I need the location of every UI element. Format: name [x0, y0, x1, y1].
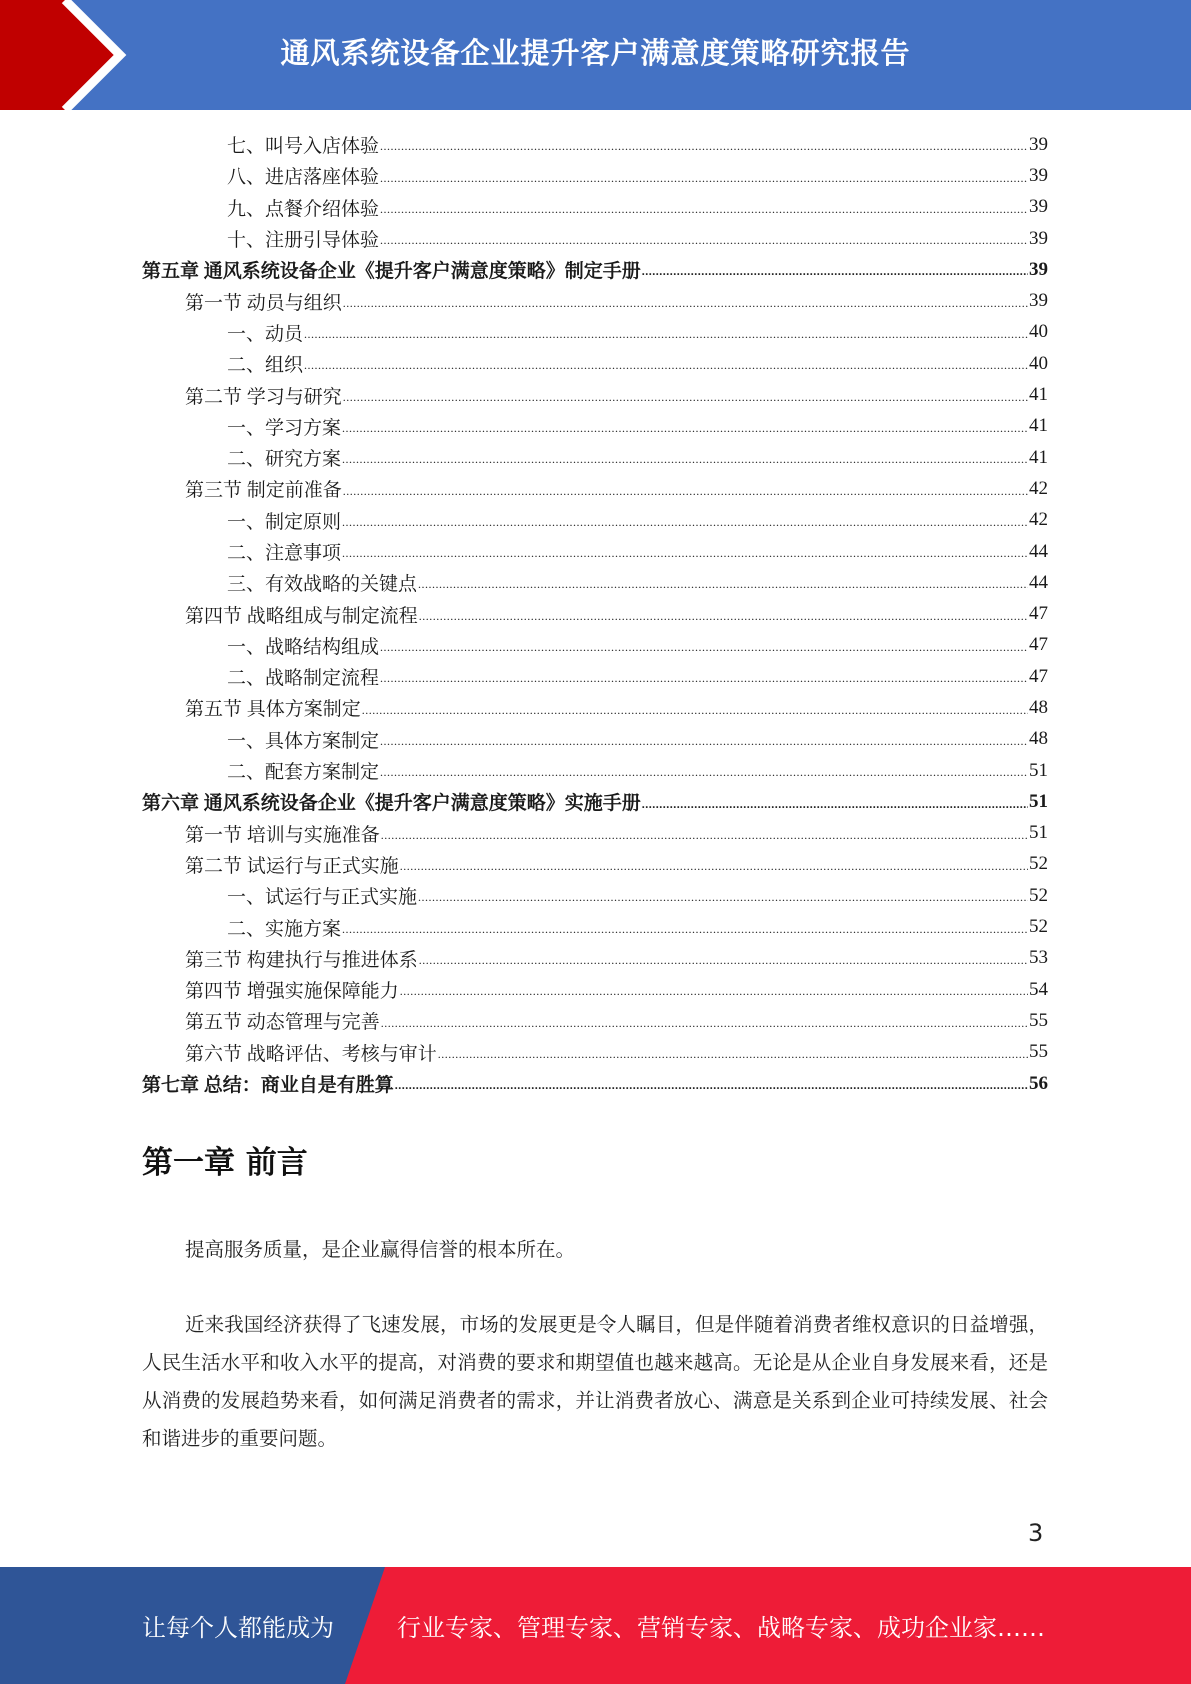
toc-page-number: 47 [1029, 634, 1048, 656]
toc-dot-leader [419, 608, 1028, 622]
toc-page-number: 53 [1029, 947, 1048, 969]
toc-entry-title: 第五章 通风系统设备企业《提升客户满意度策略》制定手册 [142, 261, 641, 283]
toc-dot-leader [642, 263, 1028, 277]
toc-page-number: 41 [1029, 384, 1048, 406]
toc-entry-title: 三、有效战略的关键点 [227, 574, 418, 596]
toc-dot-leader [304, 357, 1028, 371]
toc-dot-leader [380, 733, 1028, 747]
toc-page-number: 51 [1029, 822, 1048, 844]
toc-entry-title: 二、注意事项 [227, 543, 342, 564]
toc-dot-leader [343, 295, 1028, 309]
toc-entry-title: 第一节 动员与组织 [185, 292, 342, 314]
toc-page-number: 51 [1029, 790, 1048, 812]
toc-section-entry[interactable] [142, 473, 1048, 504]
toc-subsection-entry[interactable] [142, 880, 1048, 911]
toc-dot-leader [381, 1015, 1028, 1029]
toc-section-entry[interactable] [142, 379, 1048, 410]
toc-entry-title: 九、点餐介绍体验 [227, 198, 380, 220]
toc-page-number: 44 [1029, 571, 1048, 593]
toc-entry-title: 第六章 通风系统设备企业《提升客户满意度策略》实施手册 [142, 793, 641, 815]
toc-dot-leader [343, 389, 1028, 403]
toc-entry-title: 十、注册引导体验 [227, 230, 380, 252]
toc-page-number: 44 [1029, 540, 1048, 562]
toc-entry-title: 二、组织 [227, 355, 304, 377]
toc-page-number: 48 [1029, 728, 1048, 750]
toc-dot-leader [380, 639, 1028, 653]
toc-page-number: 39 [1029, 164, 1048, 186]
toc-page-number: 42 [1029, 477, 1048, 499]
toc-page-number: 52 [1029, 853, 1048, 875]
page-header [0, 0, 1191, 110]
toc-dot-leader [342, 545, 1028, 559]
toc-dot-leader [380, 201, 1028, 215]
toc-dot-leader [380, 232, 1028, 246]
toc-dot-leader [380, 138, 1028, 152]
toc-dot-leader [380, 170, 1028, 184]
toc-subsection-entry[interactable] [142, 442, 1048, 473]
toc-subsection-entry[interactable] [142, 160, 1048, 191]
page-footer [0, 1567, 1191, 1684]
toc-dot-leader [400, 983, 1028, 997]
toc-dot-leader [342, 451, 1028, 465]
chapter-heading: 第一章 前言 [142, 1145, 308, 1181]
toc-subsection-entry[interactable] [142, 911, 1048, 942]
toc-entry-title: 二、实施方案 [227, 918, 342, 940]
toc-chapter-entry[interactable] [142, 1068, 1048, 1099]
toc-entry-title: 七、叫号入店体验 [227, 136, 380, 158]
toc-entry-title: 第五节 动态管理与完善 [185, 1012, 380, 1034]
toc-subsection-entry[interactable] [142, 755, 1048, 786]
toc-dot-leader [342, 420, 1028, 434]
toc-page-number: 39 [1029, 196, 1048, 218]
toc-page-number: 51 [1029, 759, 1048, 781]
toc-entry-title: 第七章 总结：商业自是有胜算 [142, 1075, 394, 1097]
toc-section-entry[interactable] [142, 1005, 1048, 1036]
toc-page-number: 47 [1029, 603, 1048, 625]
toc-dot-leader [343, 483, 1028, 497]
toc-dot-leader [400, 858, 1028, 872]
toc-dot-leader [438, 1046, 1028, 1060]
toc-subsection-entry[interactable] [142, 505, 1048, 536]
toc-page-number: 55 [1029, 1041, 1048, 1063]
toc-dot-leader [342, 921, 1028, 935]
toc-dot-leader [380, 764, 1028, 778]
toc-section-entry[interactable] [142, 818, 1048, 849]
toc-page-number: 52 [1029, 916, 1048, 938]
toc-page-number: 39 [1029, 290, 1048, 312]
toc-dot-leader [342, 514, 1028, 528]
toc-entry-title: 二、研究方案 [227, 449, 342, 471]
toc-chapter-entry[interactable] [142, 254, 1048, 285]
toc-dot-leader [362, 702, 1028, 716]
toc-section-entry[interactable] [142, 943, 1048, 974]
toc-entry-title: 第三节 构建执行与推进体系 [185, 949, 418, 971]
toc-subsection-entry[interactable] [142, 536, 1048, 567]
toc-section-entry[interactable] [142, 849, 1048, 880]
toc-section-entry[interactable] [142, 1037, 1048, 1068]
toc-page-number: 40 [1029, 321, 1048, 343]
toc-page-number: 48 [1029, 696, 1048, 718]
toc-entry-title: 二、配套方案制定 [227, 762, 380, 784]
toc-page-number: 54 [1029, 978, 1048, 1000]
toc-subsection-entry[interactable] [142, 192, 1048, 223]
toc-page-number: 47 [1029, 665, 1048, 687]
toc-entry-title: 八、进店落座体验 [227, 167, 380, 189]
toc-page-number: 56 [1029, 1072, 1048, 1094]
toc-subsection-entry[interactable] [142, 317, 1048, 348]
toc-entry-title: 一、试运行与正式实施 [227, 887, 418, 909]
toc-dot-leader [642, 796, 1028, 810]
toc-entry-title: 二、战略制定流程 [227, 668, 380, 690]
toc-entry-title: 一、战略结构组成 [227, 636, 380, 658]
toc-subsection-entry[interactable] [142, 724, 1048, 755]
toc-subsection-entry[interactable] [142, 567, 1048, 598]
toc-subsection-entry[interactable] [142, 661, 1048, 692]
toc-dot-leader [395, 1077, 1028, 1091]
toc-entry-title: 第六节 战略评估、考核与审计 [185, 1043, 437, 1065]
toc-dot-leader [381, 827, 1028, 841]
report-title: 通风系统设备企业提升客户满意度策略研究报告 [280, 36, 911, 70]
body-paragraph: 提高服务质量，是企业赢得信誉的根本所在。 [185, 1240, 576, 1261]
toc-entry-title: 一、具体方案制定 [227, 730, 380, 752]
page-number: 3 [1028, 1519, 1044, 1547]
toc-subsection-entry[interactable] [142, 129, 1048, 160]
body-paragraph: 近来我国经济获得了飞速发展，市场的发展更是令人瞩目，但是伴随着消费者维权意识的日益增强，人民生活水平和收入水平的提高，对消费的要求和期望值也越来越高。无论是从企业自身发展来看，还是从消费的发展趋势来看，如何满足消费者的需求，并让消费者放心、满意是关系到企业可持续发展、社会和谐进步的重要问题。 [142, 1315, 1048, 1450]
toc-page-number: 39 [1029, 227, 1048, 249]
toc-dot-leader [418, 889, 1028, 903]
toc-entry-title: 第五节 具体方案制定 [185, 699, 361, 721]
toc-section-entry[interactable] [142, 285, 1048, 316]
toc-entry-title: 一、制定原则 [227, 511, 342, 533]
toc-page-number: 55 [1029, 1009, 1048, 1031]
toc-page-number: 40 [1029, 352, 1048, 374]
table-of-contents [142, 129, 1048, 1099]
toc-entry-title: 一、动员 [227, 323, 304, 345]
toc-page-number: 41 [1029, 446, 1048, 468]
footer-slogan-left: 让每个人都能成为 [142, 1614, 334, 1642]
toc-dot-leader [419, 952, 1028, 966]
toc-dot-leader [418, 576, 1028, 590]
toc-subsection-entry[interactable] [142, 223, 1048, 254]
toc-entry-title: 第四节 战略组成与制定流程 [185, 605, 418, 627]
toc-subsection-entry[interactable] [142, 348, 1048, 379]
toc-page-number: 39 [1029, 133, 1048, 155]
toc-page-number: 39 [1029, 258, 1048, 280]
toc-section-entry[interactable] [142, 692, 1048, 723]
toc-page-number: 42 [1029, 509, 1048, 531]
toc-entry-title: 第四节 增强实施保障能力 [185, 981, 399, 1003]
toc-dot-leader [304, 326, 1028, 340]
toc-page-number: 52 [1029, 884, 1048, 906]
toc-entry-title: 第一节 培训与实施准备 [185, 824, 380, 846]
toc-subsection-entry[interactable] [142, 411, 1048, 442]
toc-entry-title: 第三节 制定前准备 [185, 480, 342, 502]
toc-section-entry[interactable] [142, 598, 1048, 629]
toc-page-number: 41 [1029, 415, 1048, 437]
toc-subsection-entry[interactable] [142, 630, 1048, 661]
toc-section-entry[interactable] [142, 974, 1048, 1005]
toc-entry-title: 一、学习方案 [227, 417, 342, 439]
toc-chapter-entry[interactable] [142, 786, 1048, 817]
toc-entry-title: 第二节 学习与研究 [185, 386, 342, 408]
toc-dot-leader [380, 670, 1028, 684]
footer-slogan-right: 行业专家、管理专家、营销专家、战略专家、成功企业家…… [397, 1614, 1045, 1642]
toc-entry-title: 第二节 试运行与正式实施 [185, 855, 399, 877]
